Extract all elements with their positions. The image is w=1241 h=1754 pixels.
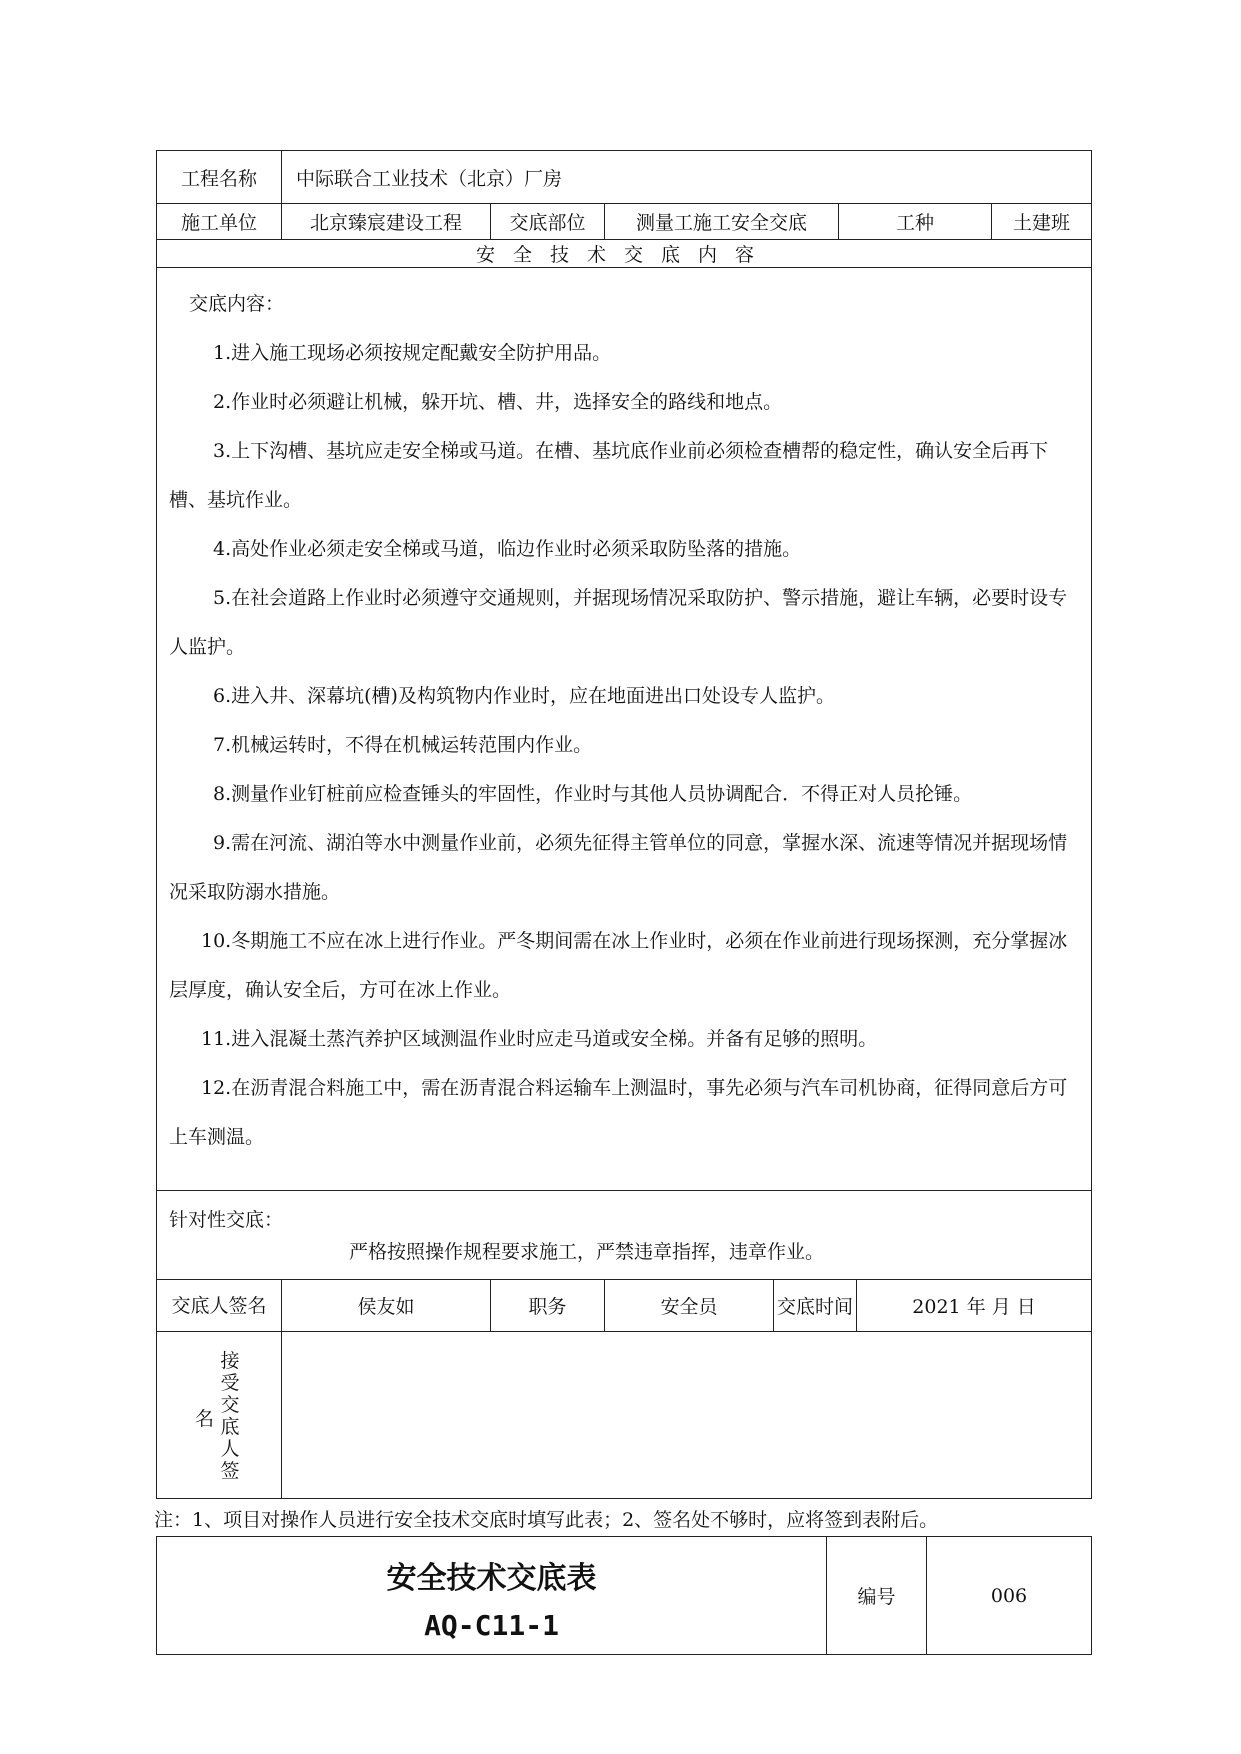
content-item: 2.作业时必须避让机械，躲开坑、槽、井，选择安全的路线和地点。 <box>213 391 783 413</box>
safety-briefing-sheet <box>156 150 1091 1655</box>
document-title: 安全技术交底表 <box>386 1561 597 1596</box>
form-footer <box>156 1536 1092 1655</box>
content-item: 3.上下沟槽、基坑应走安全梯或马道。在槽、基坑底作业前必须检查槽帮的稳定性，确认安全后再下槽、基坑作业。 <box>169 440 1049 511</box>
document-code: AQ-C11-1 <box>424 1609 559 1642</box>
signer-value: 侯友如 <box>282 1280 491 1332</box>
targeted-briefing-text: 严格按照操作规程要求施工，严禁违章指挥，违章作业。 <box>349 1241 825 1263</box>
briefing-time-label: 交底时间 <box>774 1280 857 1332</box>
content-item: 5.在社会道路上作业时必须遵守交通规则，并据现场情况采取防护、警示措施，避让车辆，必要时设专人监护。 <box>169 587 1068 658</box>
project-name-value: 中际联合工业技术（北京）厂房 <box>282 151 1092 204</box>
content-item: 8.测量作业钉桩前应检查锤头的牢固性，作业时与其他人员协调配合．不得正对人员抡锤。 <box>213 783 973 805</box>
receiver-label-vertical: 接受交底人签 <box>220 1350 240 1482</box>
content-item: 1.进入施工现场必须按规定配戴安全防护用品。 <box>213 342 612 364</box>
briefing-part-value: 测量工施工安全交底 <box>605 204 839 240</box>
section-title: 安全技术交底内容 <box>157 240 1092 268</box>
content-item: 6.进入井、深幕坑(槽)及构筑物内作业时，应在地面进出口处设专人监护。 <box>213 685 835 707</box>
trade-label: 工种 <box>839 204 992 240</box>
construction-unit-label: 施工单位 <box>157 204 282 240</box>
number-value: 006 <box>927 1537 1092 1655</box>
form-note: 注：1、项目对操作人员进行安全技术交底时填写此表；2、签名处不够时，应将签到表附后。 <box>154 1509 939 1531</box>
signer-label: 交底人签名 <box>157 1280 282 1332</box>
targeted-briefing <box>157 1191 1092 1280</box>
position-value: 安全员 <box>605 1280 774 1332</box>
receiver-signature-area[interactable] <box>282 1332 1092 1499</box>
briefing-content <box>157 268 1092 1191</box>
briefing-time-value: 2021 年 月 日 <box>857 1280 1092 1332</box>
project-name-label: 工程名称 <box>157 151 282 204</box>
content-item: 12.在沥青混合料施工中，需在沥青混合料运输车上测温时，事先必须与汽车司机协商，征得同意后方可上车测温。 <box>169 1077 1068 1148</box>
receiver-label-side: 名 <box>195 1408 215 1430</box>
briefing-form-table <box>156 150 1092 1499</box>
content-item: 4.高处作业必须走安全梯或马道，临边作业时必须采取防坠落的措施。 <box>213 538 802 560</box>
number-label: 编号 <box>827 1537 927 1655</box>
trade-value: 土建班 <box>992 204 1092 240</box>
receiver-signature-label <box>157 1332 282 1499</box>
briefing-part-label: 交底部位 <box>491 204 605 240</box>
content-item: 9.需在河流、湖泊等水中测量作业前，必须先征得主管单位的同意，掌握水深、流速等情况并据现场情况采取防溺水措施。 <box>169 832 1068 903</box>
targeted-briefing-label: 针对性交底： <box>169 1209 284 1231</box>
content-item: 11.进入混凝土蒸汽养护区域测温作业时应走马道或安全梯。并备有足够的照明。 <box>201 1028 878 1050</box>
content-item: 7.机械运转时，不得在机械运转范围内作业。 <box>213 734 593 756</box>
content-intro: 交底内容： <box>189 293 285 315</box>
footer-title-box <box>157 1537 827 1655</box>
construction-unit-value: 北京臻宸建设工程 <box>282 204 491 240</box>
position-label: 职务 <box>491 1280 605 1332</box>
content-item: 10.冬期施工不应在冰上进行作业。严冬期间需在冰上作业时，必须在作业前进行现场探测，充分掌握冰层厚度，确认安全后，方可在冰上作业。 <box>169 930 1068 1001</box>
